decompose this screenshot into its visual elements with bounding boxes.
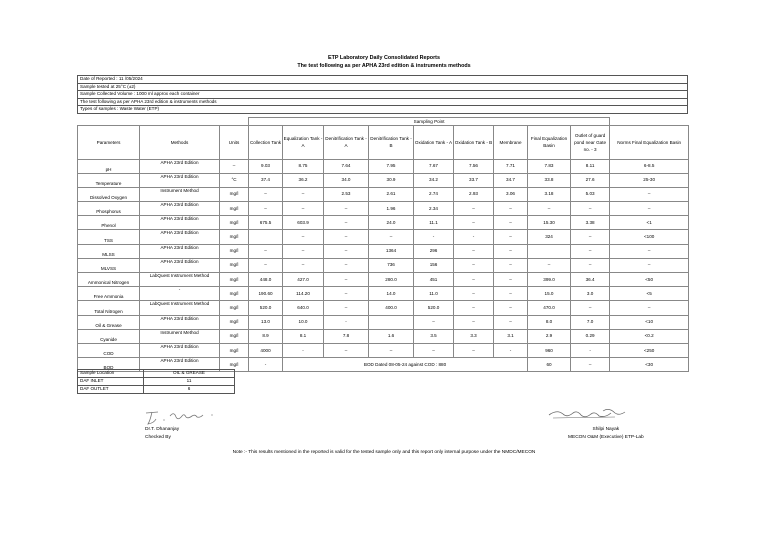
value-cell: 640.0: [283, 301, 324, 315]
method-cell: APHA 23rd Edition: [140, 230, 220, 244]
unit-cell: mg/l: [220, 187, 249, 201]
col-denitrification-tank-b: Denitrification Tank - B: [369, 125, 414, 159]
value-cell: –: [454, 258, 494, 272]
value-cell: [369, 315, 414, 329]
value-cell: 3.38: [571, 216, 610, 230]
signature-right: [545, 405, 630, 427]
value-cell: 8.0: [528, 315, 571, 329]
norm-cell: <0.2: [610, 329, 689, 343]
method-cell: Instrument Method: [140, 329, 220, 343]
value-cell: –: [494, 230, 528, 244]
value-cell: –: [249, 244, 283, 258]
sample-location-table: [77, 369, 235, 394]
unit-cell: mg/l: [220, 329, 249, 343]
param-cell: Phenol: [78, 216, 140, 230]
bod-norm: <30: [610, 358, 689, 372]
value-cell: –: [324, 287, 369, 301]
report-title: ETP Laboratory Daily Consolidated Reports: [328, 55, 440, 61]
unit-cell: mg/l: [220, 301, 249, 315]
test-method-note: The test following as per APHA 23rd edition & instruments methods: [78, 98, 688, 106]
value-cell: –: [571, 258, 610, 272]
col-equalization-tank-a: Equalization Tank - A: [283, 125, 324, 159]
value-cell: 33.7: [454, 173, 494, 187]
value-cell: 37.4: [249, 173, 283, 187]
value-cell: –: [571, 202, 610, 216]
value-cell: –: [324, 258, 369, 272]
table-row: [78, 315, 689, 329]
table-row: [78, 173, 689, 187]
value-cell: 2.9: [528, 329, 571, 343]
value-cell: 27.6: [571, 173, 610, 187]
bod-note: BOD Dated 08-05-24 against COD : 880: [283, 358, 528, 372]
report-date: Date of Reported : 11 /05/2024: [78, 76, 688, 84]
value-cell: –: [528, 258, 571, 272]
value-cell: 9.03: [249, 159, 283, 173]
executive-role: MECON O&M (Executive) ETP-Lab: [568, 434, 644, 440]
value-cell: 30.9: [369, 173, 414, 187]
param-cell: Dissolved Oxygen: [78, 187, 140, 201]
value-cell: 3.3: [454, 329, 494, 343]
value-cell: –: [454, 315, 494, 329]
table-row: [78, 159, 689, 173]
value-cell: –: [494, 287, 528, 301]
value-cell: 11.0: [414, 287, 454, 301]
norm-cell: –: [610, 301, 689, 315]
value-cell: –: [454, 244, 494, 258]
value-cell: 280.0: [369, 273, 414, 287]
param-cell: Temperature: [78, 173, 140, 187]
value-cell: 8.75: [283, 159, 324, 173]
value-cell: –: [249, 187, 283, 201]
value-cell: 2.93: [454, 187, 494, 201]
param-cell: pH: [78, 159, 140, 173]
method-cell: APHA 23rd Edition: [140, 315, 220, 329]
value-cell: 3.0: [571, 287, 610, 301]
value-cell: 1364: [369, 244, 414, 258]
value-cell: 7.0: [571, 315, 610, 329]
results-table: [77, 117, 689, 373]
value-cell: –: [283, 230, 324, 244]
table-row: [78, 329, 689, 343]
col-outlet-guard-pond: Outlet of guard pond near Gate no. - 3: [571, 125, 610, 159]
value-cell: –: [494, 273, 528, 287]
method-cell: LabQuest Instrument Method: [140, 301, 220, 315]
value-cell: 24.0: [369, 216, 414, 230]
col-oxidation-tank-b: Oxidation Tank - B: [454, 125, 494, 159]
value-cell: –: [454, 202, 494, 216]
norm-cell: <250: [610, 343, 689, 357]
unit-cell: mg/l: [220, 244, 249, 258]
checked-by-block: [145, 426, 179, 441]
norm-cell: –: [610, 202, 689, 216]
value-cell: 400.0: [369, 301, 414, 315]
norm-cell: <1: [610, 216, 689, 230]
value-cell: -: [494, 343, 528, 357]
method-cell: APHA 23rd Edition: [140, 258, 220, 272]
method-cell: APHA 23rd Edition: [140, 216, 220, 230]
unit-cell: °C: [220, 173, 249, 187]
param-cell: Cyanide: [78, 329, 140, 343]
value-cell: 8.1: [283, 329, 324, 343]
bod-collection: -: [249, 358, 283, 372]
value-cell: –: [494, 301, 528, 315]
value-cell: 960: [528, 343, 571, 357]
value-cell: 2.61: [369, 187, 414, 201]
value-cell: 675.5: [249, 216, 283, 230]
value-cell: –: [369, 230, 414, 244]
param-cell: Total Nitrogen: [78, 301, 140, 315]
value-cell: –: [571, 244, 610, 258]
value-cell: 13.0: [249, 315, 283, 329]
value-cell: 3.1: [494, 329, 528, 343]
col-norms: Norms Final Equalization Basin: [610, 125, 689, 159]
method-cell: -: [140, 287, 220, 301]
value-cell: –: [249, 258, 283, 272]
table-row: [78, 244, 689, 258]
report-subtitle: The test following as per APHA 23rd edition & instruments methods: [297, 63, 471, 69]
sample-volume: Sample Collected Volume : 1000 ml approx each container: [78, 91, 688, 99]
norm-cell: 6-8.5: [610, 159, 689, 173]
method-cell: LabQuest Instrument Method: [140, 273, 220, 287]
value-cell: –: [249, 202, 283, 216]
value-cell: 7.71: [494, 159, 528, 173]
executive-name: Shilpi Nayak: [592, 427, 620, 432]
value-cell: –: [324, 216, 369, 230]
table-row: [78, 216, 689, 230]
value-cell: 324: [528, 230, 571, 244]
table-row: [78, 343, 689, 357]
value-cell: 14.0: [369, 287, 414, 301]
value-cell: 7.64: [324, 159, 369, 173]
value-cell: -: [571, 343, 610, 357]
sample-temperature: Sample tested at 25°C (±2): [78, 83, 688, 91]
value-cell: 603.9: [283, 216, 324, 230]
param-cell: Ammonical Nitrogen: [78, 273, 140, 287]
value-cell: –: [324, 343, 369, 357]
oil-grease-header: OIL & GREASE: [144, 370, 235, 378]
value-cell: –: [494, 244, 528, 258]
value-cell: 11.1: [414, 216, 454, 230]
col-final-equalization-basin: Final Equalization Basin: [528, 125, 571, 159]
value-cell: –: [494, 202, 528, 216]
daf-inlet-label: DAF INLET: [78, 378, 144, 386]
col-methods: Methods: [140, 125, 220, 159]
value-cell: 3.5: [414, 329, 454, 343]
value-cell: -: [324, 315, 369, 329]
value-cell: 427.0: [283, 273, 324, 287]
value-cell: 5.03: [571, 187, 610, 201]
unit-cell: mg/l: [220, 216, 249, 230]
value-cell: 7.83: [528, 159, 571, 173]
value-cell: 0.29: [571, 329, 610, 343]
value-cell: 8.9: [249, 329, 283, 343]
value-cell: 2.74: [414, 187, 454, 201]
value-cell: 34.2: [414, 173, 454, 187]
value-cell: 4000: [249, 343, 283, 357]
value-cell: -: [283, 343, 324, 357]
col-units: Units: [220, 125, 249, 159]
value-cell: –: [283, 202, 324, 216]
checker-role: Checked By: [145, 434, 171, 440]
table-row: [78, 230, 689, 244]
value-cell: -: [414, 230, 454, 244]
unit-cell: mg/l: [220, 287, 249, 301]
col-oxidation-tank-a: Oxidation Tank - A: [414, 125, 454, 159]
value-cell: –: [414, 315, 454, 329]
sampling-point-header: Sampling Point: [249, 117, 610, 125]
unit-cell: mg/l: [220, 202, 249, 216]
unit-cell: mg/l: [220, 230, 249, 244]
value-cell: 451: [414, 273, 454, 287]
value-cell: -: [454, 230, 494, 244]
param-cell: Phosphorus: [78, 202, 140, 216]
value-cell: 7.67: [414, 159, 454, 173]
value-cell: –: [324, 301, 369, 315]
col-collection-tank: Collection Tank: [249, 125, 283, 159]
bod-outlet: –: [571, 358, 610, 372]
norm-cell: 25-30: [610, 173, 689, 187]
value-cell: 10.0: [283, 315, 324, 329]
value-cell: 15.30: [528, 216, 571, 230]
col-membrane: Membrane: [494, 125, 528, 159]
unit-cell: mg/l: [220, 273, 249, 287]
value-cell: 470.0: [528, 301, 571, 315]
value-cell: 2.53: [324, 187, 369, 201]
value-cell: 1.96: [369, 202, 414, 216]
param-cell: COD: [78, 343, 140, 357]
method-cell: APHA 23rd Edition: [140, 244, 220, 258]
param-cell: MLSS: [78, 244, 140, 258]
method-cell: APHA 23rd Edition: [140, 173, 220, 187]
value-cell: 114.20: [283, 287, 324, 301]
sample-location-label: Sample Location: [78, 370, 144, 378]
checker-name: Dr.T. Dhananjay: [145, 427, 180, 432]
value-cell: 399.0: [528, 273, 571, 287]
value-cell: 448.0: [249, 273, 283, 287]
value-cell: –: [454, 216, 494, 230]
value-cell: –: [571, 301, 610, 315]
table-row: [78, 187, 689, 201]
norm-cell: <5: [610, 287, 689, 301]
executive-block: [568, 426, 644, 441]
method-cell: Instrument Method: [140, 187, 220, 201]
daf-inlet-value: 11: [144, 378, 235, 386]
value-cell: 3.18: [528, 187, 571, 201]
value-cell: 7.56: [454, 159, 494, 173]
value-cell: 36.4: [571, 273, 610, 287]
value-cell: 3.06: [494, 187, 528, 201]
bod-method: APHA 23rd Edition: [140, 358, 220, 372]
table-row: [78, 287, 689, 301]
value-cell: 7.95: [369, 159, 414, 173]
param-cell: MLVSS: [78, 258, 140, 272]
value-cell: –: [454, 287, 494, 301]
value-cell: –: [324, 202, 369, 216]
value-cell: 7.8: [324, 329, 369, 343]
value-cell: –: [494, 216, 528, 230]
value-cell: –: [571, 230, 610, 244]
value-cell: 736: [369, 258, 414, 272]
value-cell: –: [528, 202, 571, 216]
bod-final-eq: 60: [528, 358, 571, 372]
norm-cell: <50: [610, 273, 689, 287]
value-cell: 2.34: [414, 202, 454, 216]
value-cell: 520.0: [414, 301, 454, 315]
table-row: [78, 202, 689, 216]
value-cell: –: [324, 244, 369, 258]
norm-cell: <10: [610, 315, 689, 329]
sample-type: Types of samples : Waste Water (ETP): [78, 106, 688, 114]
daf-outlet-value: 6: [144, 386, 235, 394]
unit-cell: –: [220, 159, 249, 173]
value-cell: –: [283, 244, 324, 258]
value-cell: –: [324, 230, 369, 244]
value-cell: 36.2: [283, 173, 324, 187]
unit-cell: mg/l: [220, 258, 249, 272]
bod-unit: mg/l: [220, 358, 249, 372]
value-cell: –: [454, 301, 494, 315]
value-cell: –: [324, 273, 369, 287]
value-cell: –: [454, 343, 494, 357]
value-cell: –: [494, 258, 528, 272]
value-cell: –: [369, 343, 414, 357]
value-cell: [249, 230, 283, 244]
value-cell: –: [494, 315, 528, 329]
norm-cell: –: [610, 258, 689, 272]
unit-cell: mg/l: [220, 343, 249, 357]
value-cell: 33.8: [528, 173, 571, 187]
value-cell: 34.0: [324, 173, 369, 187]
method-cell: APHA 23rd Edition: [140, 202, 220, 216]
param-cell: Oil & Grease: [78, 315, 140, 329]
value-cell: 520.0: [249, 301, 283, 315]
table-row: [78, 273, 689, 287]
table-row: [78, 301, 689, 315]
norm-cell: –: [610, 187, 689, 201]
value-cell: 156: [414, 258, 454, 272]
value-cell: –: [414, 343, 454, 357]
value-cell: [528, 244, 571, 258]
value-cell: 8.11: [571, 159, 610, 173]
norm-cell: –: [610, 244, 689, 258]
value-cell: 296: [414, 244, 454, 258]
footer-note: Note :- This results mentioned in the reported is valid for the tested sample only and this report only internal purpose under the NMDC/MECON: [232, 450, 536, 455]
col-parameters: Parameters: [78, 125, 140, 159]
bod-param: BOD: [78, 358, 140, 372]
param-cell: TSS: [78, 230, 140, 244]
report-info-table: [77, 75, 688, 114]
method-cell: APHA 23rd Edition: [140, 343, 220, 357]
value-cell: –: [454, 273, 494, 287]
value-cell: 1.6: [369, 329, 414, 343]
value-cell: –: [283, 187, 324, 201]
unit-cell: mg/l: [220, 315, 249, 329]
norm-cell: <100: [610, 230, 689, 244]
param-cell: Free Ammonia: [78, 287, 140, 301]
value-cell: 190.60: [249, 287, 283, 301]
table-row: [78, 258, 689, 272]
daf-outlet-label: DAF OUTLET: [78, 386, 144, 394]
col-denitrification-tank-a: Denitrification Tank - A: [324, 125, 369, 159]
value-cell: 15.0: [528, 287, 571, 301]
value-cell: –: [283, 258, 324, 272]
method-cell: APHA 23rd Edition: [140, 159, 220, 173]
value-cell: 34.7: [494, 173, 528, 187]
